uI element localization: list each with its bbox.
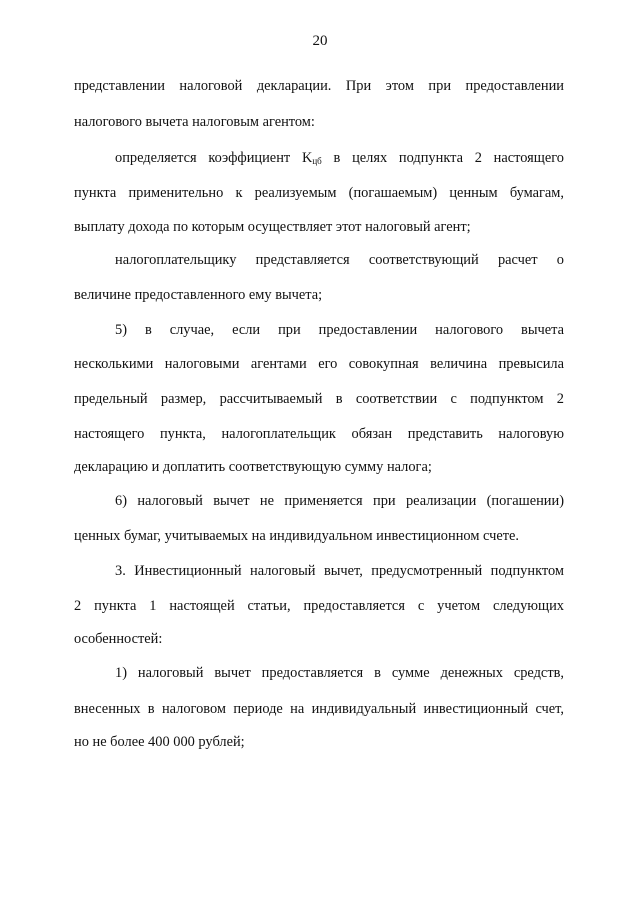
text-line: пункта применительно к реализуемым (погашаемым) ценным бумагам, bbox=[74, 185, 564, 201]
text-line: налогового вычета налоговым агентом: bbox=[74, 114, 315, 130]
coefficient-symbol bbox=[302, 150, 322, 166]
page-number: 20 bbox=[312, 33, 328, 49]
text-line: 3. Инвестиционный налоговый вычет, предусмотренный подпунктом bbox=[115, 563, 564, 579]
text-line: 6) налоговый вычет не применяется при реализации (погашении) bbox=[115, 493, 564, 509]
text-line: несколькими налоговыми агентами его совокупная величина превысила bbox=[74, 356, 564, 372]
text-line: представлении налоговой декларации. При этом при предоставлении bbox=[74, 78, 564, 94]
text-line: величине предоставленного ему вычета; bbox=[74, 287, 323, 303]
text-fragment: определяется коэффициент bbox=[115, 150, 291, 166]
text-line: 5) в случае, если при предоставлении налогового вычета bbox=[115, 322, 564, 338]
text-line: внесенных в налоговом периоде на индивидуальный инвестиционный счет, bbox=[74, 701, 564, 717]
text-line-coefficient bbox=[115, 149, 564, 167]
text-line: 2 пункта 1 настоящей статьи, предоставляется с учетом следующих bbox=[74, 598, 564, 614]
text-line: но не более 400 000 рублей; bbox=[74, 734, 245, 750]
text-line: предельный размер, рассчитываемый в соответствии с подпунктом 2 bbox=[74, 391, 564, 407]
text-line: настоящего пункта, налогоплательщик обязан представить налоговую bbox=[74, 426, 564, 442]
text-line: особенностей: bbox=[74, 631, 163, 647]
text-line: выплату дохода по которым осуществляет этот налоговый агент; bbox=[74, 219, 471, 235]
text-line: налогоплательщику представляется соответствующий расчет о bbox=[115, 252, 564, 268]
text-line: 1) налоговый вычет предоставляется в сумме денежных средств, bbox=[115, 665, 564, 681]
coefficient-subscript: цб bbox=[312, 156, 322, 166]
text-line: декларацию и доплатить соответствующую сумму налога; bbox=[74, 459, 432, 475]
text-line: ценных бумаг, учитываемых на индивидуальном инвестиционном счете. bbox=[74, 528, 520, 544]
text-fragment: в целях подпункта 2 настоящего bbox=[333, 150, 564, 166]
coefficient-letter: K bbox=[301, 150, 313, 166]
